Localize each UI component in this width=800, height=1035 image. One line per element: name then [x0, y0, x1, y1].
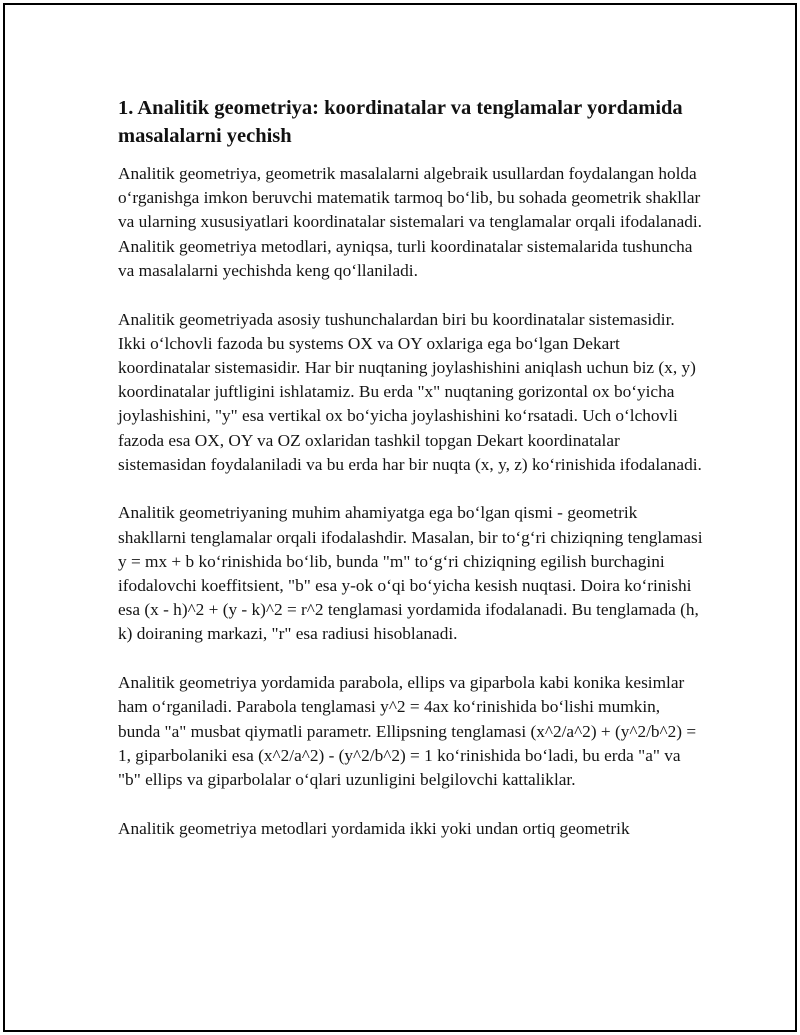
- paragraph-4: Analitik geometriya yordamida parabola, ellips va giparbola kabi konika kesimlar ham oʻrganiladi. Parabola tenglamasi y^2 = 4ax koʻrinishida boʻlishi mumkin, bunda "a" musbat qiymatli parametr. Ellipsning tenglamasi (x^2/a^2) + (y^2/b^2) = 1, giparbolaniki esa (x^2/a^2) - (y^2/b^2) = 1 koʻrinishida boʻladi, bu erda "a" va "b" ellips va giparbolalar oʻqlari uzunligini belgilovchi kattaliklar.: [118, 673, 697, 789]
- section-title: 1. Analitik geometriya: koordinatalar va tenglamalar yordamida masalalarni yechish: [118, 97, 683, 147]
- paragraph-2: Analitik geometriyada asosiy tushunchalardan biri bu koordinatalar sistemasidir. Ikki oʻlchovli fazoda bu systems OX va OY oxlariga ega boʻlgan Dekart koordinatalar sistemasidir. Har bir nuqtaning joylashishini aniqlash uchun biz (x, y) koordinatalar juftligini ishlatamiz. Bu erda "x" nuqtaning gorizontal ox boʻyicha joylashishini, "y" esa vertikal ox boʻyicha joylashishini koʻrsatadi. Uch oʻlchovli fazoda esa OX, OY va OZ oxlaridan tashkil topgan Dekart koordinatalar sistemasidan foydalaniladi va bu erda har bir nuqta (x, y, z) koʻrinishida ifodalanadi.: [118, 309, 702, 474]
- paragraph-3: Analitik geometriyaning muhim ahamiyatga ega boʻlgan qismi - geometrik shakllarni tenglamalar orqali ifodalashdir. Masalan, bir toʻgʻri chiziqning tenglamasi y = mx + b koʻrinishida boʻlib, bunda "m" toʻgʻri chiziqning egilish burchagini ifodalovchi koeffitsient, "b" esa y-ok oʻqi boʻyicha kesish nuqtasi. Doira koʻrinishi esa (x - h)^2 + (y - k)^2 = r^2 tenglamasi yordamida ifodalanadi. Bu tenglamada (h, k) doiraning markazi, "r" esa radiusi hisoblanadi.: [118, 503, 703, 644]
- document-body: [118, 94, 704, 865]
- paragraph-5: Analitik geometriya metodlari yordamida ikki yoki undan ortiq geometrik: [118, 818, 630, 838]
- paragraph-1: Analitik geometriya, geometrik masalalarni algebraik usullardan foydalangan holda oʻrganishga imkon beruvchi matematik tarmoq boʻlib, bu sohada geometrik shakllar va ularning xususiyatlari koordinatalar sistemalari va tenglamalar orqali ifodalanadi. Analitik geometriya metodlari, ayniqsa, turli koordinatalar sistemalarida tushuncha va masalalarni yechishda keng qoʻllaniladi.: [118, 164, 703, 280]
